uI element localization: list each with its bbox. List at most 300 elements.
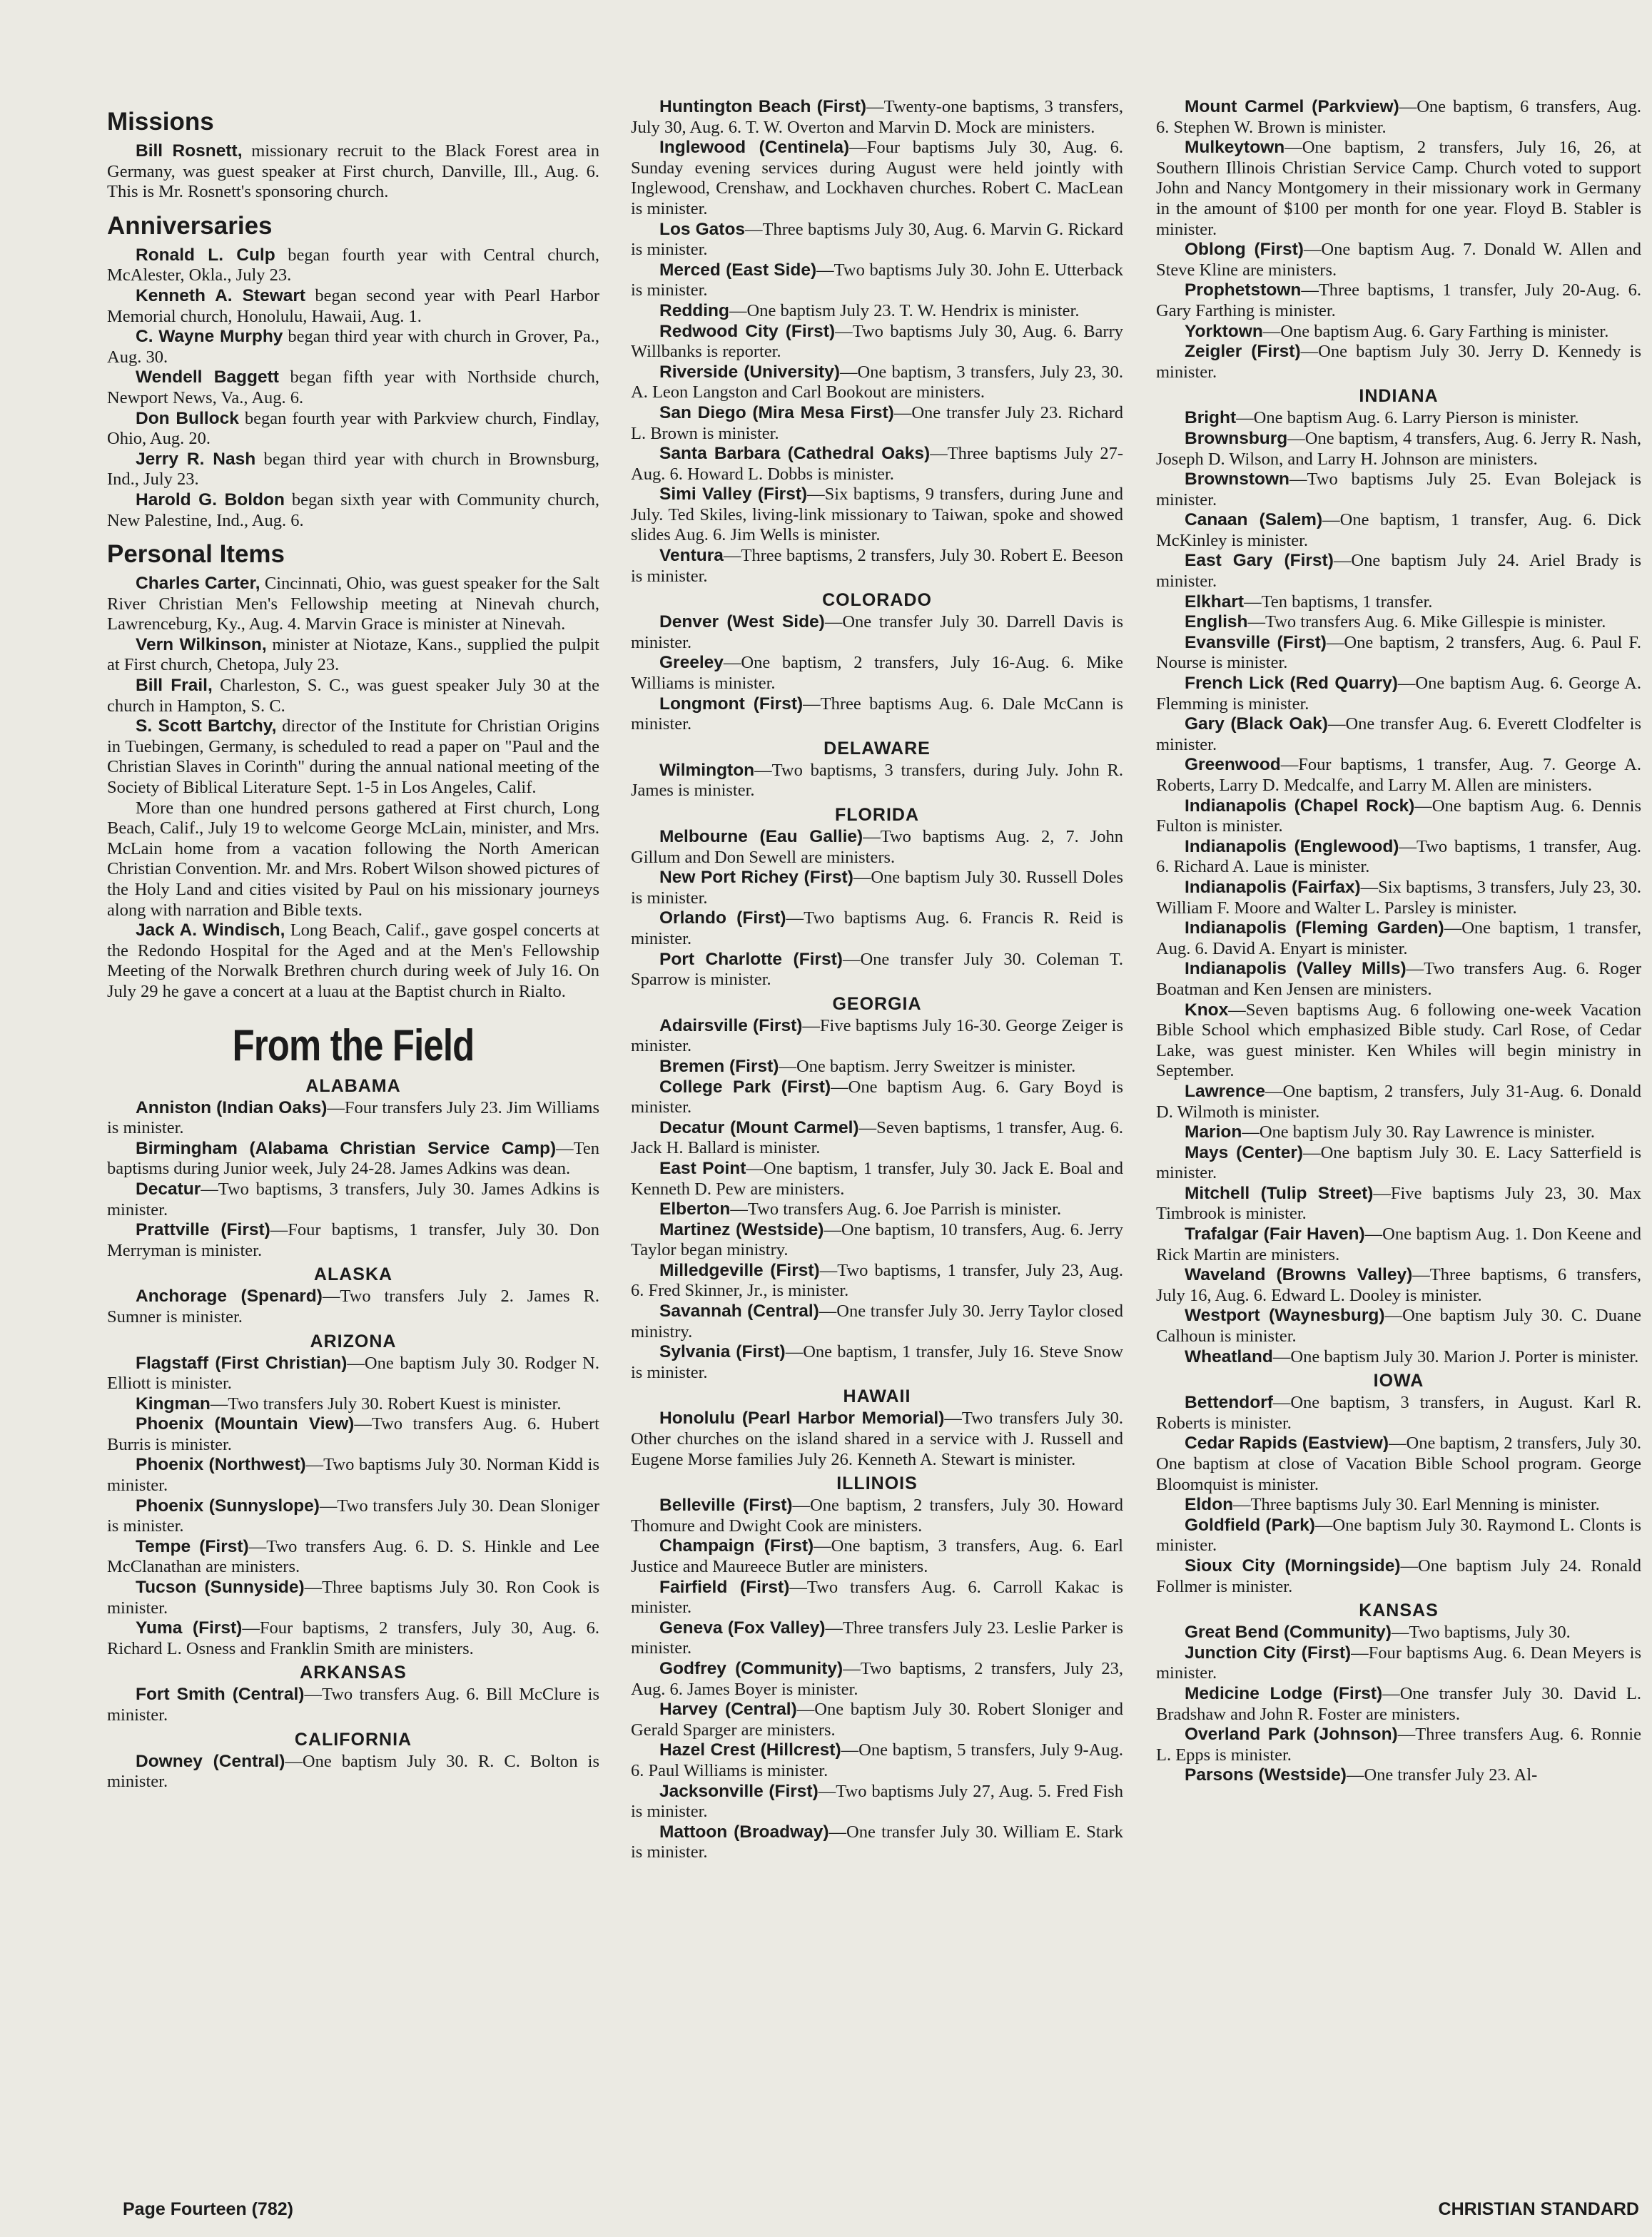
item-lead: Harvey (Central) (659, 1700, 797, 1720)
item-text: —One transfer July 30. David L. Bradshaw and John R. Foster are ministers. (1156, 1683, 1641, 1724)
item-lead: Yorktown (1185, 321, 1263, 341)
item-text: —Two baptisms Aug. 6. Francis R. Reid is minister. (631, 908, 1123, 948)
item-text: —One baptism Aug. 6. Dennis Fulton is minister. (1156, 796, 1641, 836)
item-lead: Bremen (First) (659, 1056, 779, 1076)
item-lead: Hazel Crest (Hillcrest) (659, 1740, 841, 1760)
item-lead: Brownsburg (1185, 428, 1288, 448)
publication-name: CHRISTIAN STANDARD (1438, 2199, 1639, 2219)
item-text: began fourth year with Central church, McAlester, Okla., July 23. (107, 245, 600, 285)
item-text: began second year with Pearl Harbor Memorial church, Honolulu, Hawaii, Aug. 1. (107, 285, 599, 326)
item-text: —One transfer July 30. Coleman T. Sparrow is minister. (631, 949, 1123, 990)
state-heading: FLORIDA (834, 805, 920, 825)
from-the-field-banner: From the Field (232, 1020, 475, 1070)
item-lead: Anchorage (Spenard) (136, 1287, 323, 1307)
item-text: began third year with church in Grover, Pa., Aug. 30. (107, 327, 599, 367)
news-item (107, 1287, 599, 1327)
item-lead: San Diego (Mira Mesa First) (659, 402, 894, 422)
item-text: —One baptism, 2 transfers, July 31-Aug. 6. Donald D. Wilmoth is minister. (1156, 1081, 1641, 1122)
news-item (631, 653, 1123, 694)
item-text: —One baptism, 2 transfers, July 30. Howard Thomure and Dwight Cook are ministers. (631, 1496, 1123, 1536)
item-lead: Ronald L. Culp (136, 245, 275, 265)
state-heading: INDIANA (1359, 386, 1439, 407)
item-text: Cincinnati, Ohio, was guest speaker for the Salt River Christian Men's Fellowship meeting at Ninevah church, Lawrenceburg, Ky., Aug. 4. Marvin Grace is minister at Ninevah. (107, 574, 599, 634)
news-item (631, 362, 1123, 403)
news-item (1156, 1122, 1641, 1143)
item-text: —One baptism July 30. C. Duane Calhoun is minister. (1156, 1306, 1641, 1346)
item-text: —Seven baptisms Aug. 6 following one-week Vacation Bible School which emphasized Bible study. Carl Rose, of Cedar Lake, was guest minister. Ken Whiles will begin ministry in September. (1156, 1000, 1641, 1081)
item-lead: Downey (Central) (136, 1751, 285, 1771)
item-text: —Three transfers Aug. 6. Ronnie L. Epps is minister. (1156, 1725, 1641, 1765)
item-text: —Four transfers July 23. Jim Williams is minister. (107, 1097, 599, 1138)
news-item (631, 1740, 1123, 1781)
item-lead: Kingman (136, 1394, 211, 1414)
item-text: —One baptism July 30. Robert Sloniger and Gerald Sparger are ministers. (631, 1700, 1123, 1740)
item-lead: Canaan (Salem) (1185, 510, 1323, 530)
news-item (631, 403, 1123, 444)
item-lead: Indianapolis (Fairfax) (1185, 877, 1361, 897)
news-item (631, 97, 1123, 138)
item-lead: Adairsville (First) (659, 1015, 803, 1035)
item-text: —One baptism July 24. Ariel Brady is minister. (1156, 551, 1641, 592)
item-text: —One baptism July 30. Russell Doles is minister. (631, 868, 1123, 908)
news-item (1156, 837, 1641, 878)
state-heading: HAWAII (843, 1386, 911, 1407)
item-text: —Four baptisms Aug. 6. Dean Meyers is minister. (1156, 1643, 1642, 1683)
news-item (107, 1414, 599, 1455)
news-item (107, 409, 599, 450)
news-item (631, 694, 1123, 735)
item-text: —One baptism, 2 transfers, July 30. One baptism at close of Vacation Bible School program. George Bloomquist is minister. (1156, 1434, 1641, 1494)
item-text: —Three baptisms July 27-Aug. 6. Howard L. Dobbs is minister. (631, 444, 1123, 484)
news-item (631, 1057, 1123, 1077)
news-item (1156, 1623, 1641, 1643)
item-text: —One baptism, 4 transfers, Aug. 6. Jerry R. Nash, Joseph D. Wilson, and Larry H. Johnson are ministers. (1156, 428, 1641, 469)
item-lead: English (1185, 612, 1248, 632)
item-text: —One baptism Aug. 6. Larry Pierson is minister. (1236, 408, 1579, 428)
item-lead: Champaign (First) (659, 1536, 814, 1556)
news-item (107, 798, 599, 921)
section-heading: Anniversaries (107, 211, 273, 240)
news-item (631, 1342, 1123, 1383)
news-item (1156, 1265, 1641, 1306)
item-text: —Three baptisms July 30. Earl Menning is minister. (1233, 1495, 1600, 1515)
news-item (631, 1782, 1123, 1822)
item-text: —Two baptisms, 1 transfer, Aug. 6. Richard A. Laue is minister. (1156, 836, 1641, 877)
news-item (107, 450, 599, 490)
item-lead: Eldon (1185, 1495, 1234, 1515)
item-text: —One transfer July 30. William E. Stark is minister. (631, 1822, 1124, 1862)
state-heading: ALASKA (313, 1264, 393, 1285)
column-2 (631, 97, 1123, 1863)
news-item (631, 301, 1123, 322)
item-text: —One baptism Aug. 6. Gary Boyd is minister. (631, 1077, 1124, 1117)
news-item (1156, 510, 1641, 551)
news-item (1156, 322, 1641, 343)
item-text: minister at Niotaze, Kans., supplied the pulpit at First church, Chetopa, July 23. (107, 634, 599, 675)
item-text: —Twenty-one baptisms, 3 transfers, July 30, Aug. 6. T. W. Overton and Marvin D. Mock are ministers. (631, 97, 1123, 137)
item-lead: Riverside (University) (659, 362, 840, 382)
item-lead: Mattoon (Broadway) (659, 1822, 829, 1842)
news-item (631, 1220, 1123, 1261)
item-lead: Knox (1185, 1000, 1229, 1020)
item-lead: Cedar Rapids (Eastview) (1185, 1434, 1389, 1454)
item-lead: Inglewood (Centinela) (659, 138, 850, 158)
page-number: Page Fourteen (782) (123, 2199, 293, 2219)
news-item (107, 1752, 599, 1792)
item-lead: Mitchell (Tulip Street) (1185, 1183, 1374, 1203)
item-lead: Vern Wilkinson, (136, 634, 267, 654)
item-text: Charleston, S. C., was guest speaker July 30 at the church in Hampton, S. C. (107, 676, 599, 716)
news-item (1156, 1082, 1641, 1122)
item-text: —Two transfers Aug. 6. Roger Boatman and Ken Jensen are ministers. (1156, 959, 1641, 999)
item-text: —Two baptisms Aug. 2, 7. John Gillum and Don Sewell are ministers. (631, 827, 1123, 867)
news-item (1156, 1143, 1641, 1184)
news-item (107, 716, 599, 798)
item-text: began fifth year with Northside church, Newport News, Va., Aug. 6. (107, 367, 599, 407)
item-text: —One baptism, 5 transfers, July 9-Aug. 6. Paul Williams is minister. (631, 1740, 1123, 1780)
item-lead: Yuma (First) (136, 1618, 243, 1638)
item-lead: S. Scott Bartchy, (136, 716, 277, 736)
item-text: —One baptism July 24. Ronald Follmer is minister. (1156, 1556, 1642, 1596)
item-lead: Oblong (First) (1185, 240, 1304, 260)
news-item (631, 546, 1123, 587)
state-heading: IOWA (1373, 1371, 1424, 1391)
item-lead: Bill Rosnett, (136, 141, 243, 161)
item-lead: Gary (Black Oak) (1185, 714, 1328, 734)
item-lead: Waveland (Browns Valley) (1185, 1265, 1413, 1285)
item-lead: Greeley (659, 653, 724, 673)
item-lead: Indianapolis (Valley Mills) (1185, 959, 1407, 979)
news-item (631, 1578, 1123, 1618)
news-item (1156, 1556, 1641, 1597)
item-lead: French Lick (Red Quarry) (1185, 674, 1398, 694)
news-item (107, 141, 599, 203)
item-lead: Simi Valley (First) (659, 485, 808, 504)
news-item (1156, 97, 1641, 138)
item-lead: Don Bullock (136, 408, 239, 428)
news-item (631, 1659, 1123, 1700)
item-lead: Parsons (Westside) (1185, 1765, 1347, 1785)
item-lead: Denver (West Side) (659, 612, 825, 632)
news-item (1156, 1765, 1641, 1786)
item-lead: Mays (Center) (1185, 1142, 1304, 1162)
item-lead: Great Bend (Community) (1185, 1623, 1392, 1643)
item-text: began third year with church in Brownsburg, Ind., July 23. (107, 449, 599, 489)
news-item (1156, 959, 1641, 1000)
item-text: —Four baptisms, 1 transfer, Aug. 7. George A. Roberts, Larry D. Medcalfe, and Larry M. Allen are ministers. (1156, 755, 1641, 795)
news-item (1156, 755, 1641, 796)
news-item (107, 1139, 599, 1180)
item-text: —Two transfers July 30. Robert Kuest is minister. (210, 1394, 562, 1414)
item-lead: Los Gatos (659, 219, 746, 239)
news-item (107, 286, 599, 327)
item-text: —One baptism, 3 transfers, Aug. 6. Earl Justice and Maureece Butler are ministers. (631, 1536, 1123, 1576)
item-text: —One baptism, 1 transfer, Aug. 6. David A. Enyart is minister. (1156, 918, 1642, 958)
news-item (631, 220, 1123, 260)
item-text: —Two transfers Aug. 6. D. S. Hinkle and Lee McClanathan are ministers. (107, 1536, 599, 1577)
item-lead: C. Wayne Murphy (136, 327, 283, 347)
news-item (107, 676, 599, 716)
news-item (107, 1496, 599, 1537)
news-item (107, 1220, 599, 1261)
item-text: —One transfer Aug. 6. Everett Clodfelter is minister. (1156, 714, 1641, 754)
news-item (1156, 633, 1641, 674)
item-lead: Zeigler (First) (1185, 342, 1301, 362)
news-item (1156, 470, 1641, 510)
news-item (1156, 138, 1641, 240)
item-text: —One baptism Aug. 7. Donald W. Allen and Steve Kline are ministers. (1156, 240, 1641, 280)
item-text: —One baptism July 30. R. C. Bolton is minister. (107, 1751, 600, 1792)
item-text: —Four baptisms July 30, Aug. 6. Sunday evening services during August were held jointly with Inglewood, Crenshaw, and Lockhaven churches. Robert C. MacLean is minister. (631, 138, 1123, 218)
state-heading: ARKANSAS (300, 1663, 407, 1683)
news-item (107, 1578, 599, 1618)
item-text: —One baptism July 30. Marion J. Porter is minister. (1272, 1346, 1639, 1366)
state-heading: COLORADO (822, 590, 932, 611)
item-text: —One baptism, 2 transfers, July 16, 26, at Southern Illinois Christian Service Camp. Church voted to support John and Nancy Montgomery in their missionary work in Germany in the amount of $100 per month for one year. Floyd B. Stabler is minister. (1156, 138, 1641, 239)
news-item (1156, 1306, 1641, 1346)
item-text: —One baptism July 30. Raymond L. Clonts is minister. (1156, 1515, 1641, 1556)
news-item (631, 612, 1123, 653)
item-lead: East Point (659, 1158, 746, 1178)
item-lead: Mount Carmel (Parkview) (1185, 97, 1399, 116)
item-lead: Flagstaff (First Christian) (136, 1353, 348, 1373)
news-item (1156, 918, 1641, 959)
item-lead: College Park (First) (659, 1077, 831, 1097)
news-item (1156, 674, 1641, 714)
item-text: —One baptism July 30. E. Lacy Satterfield is minister. (1156, 1142, 1641, 1183)
news-item (1156, 1184, 1641, 1224)
item-text: —Five baptisms July 16-30. George Zeiger is minister. (631, 1015, 1124, 1056)
news-item (631, 1409, 1123, 1470)
item-text: —Two baptisms July 30, Aug. 6. Barry Willbanks is reporter. (631, 321, 1123, 362)
item-text: —Two baptisms, July 30. (1391, 1623, 1571, 1643)
state-heading: ILLINOIS (836, 1473, 918, 1494)
item-text: began fourth year with Parkview church, Findlay, Ohio, Aug. 20. (107, 408, 600, 449)
item-text: —One baptism July 30. Rodger N. Elliott is minister. (107, 1353, 599, 1394)
item-lead: Wendell Baggett (136, 367, 279, 387)
item-text: —One baptism, 1 transfer, July 16. Steve Snow is minister. (631, 1342, 1124, 1382)
item-lead: Elkhart (1185, 592, 1245, 612)
item-text: —Two baptisms July 27, Aug. 5. Fred Fish is minister. (631, 1781, 1124, 1822)
news-item (631, 950, 1123, 990)
item-text: —One baptism July 30. Jerry D. Kennedy is minister. (1156, 342, 1641, 382)
news-item (107, 367, 599, 408)
news-item (107, 574, 599, 635)
item-text: —Four baptisms, 1 transfer, July 30. Don Merryman is minister. (107, 1220, 599, 1260)
item-text: —Three baptisms, 2 transfers, July 30. Robert E. Beeson is minister. (631, 546, 1123, 586)
news-item (107, 635, 599, 676)
item-text: —Two transfers Aug. 6. Bill McClure is minister. (107, 1685, 599, 1725)
item-text: —One baptism July 30. Ray Lawrence is minister. (1242, 1122, 1595, 1142)
item-lead: Brownstown (1185, 470, 1289, 489)
item-text: —One baptism July 23. T. W. Hendrix is minister. (729, 300, 1080, 320)
news-item (631, 485, 1123, 546)
item-text: More than one hundred persons gathered at First church, Long Beach, Calif., July 19 to welcome George McLain, minister, and Mrs. McLain home from a vacation following the North American Christian Convention. Mr. and Mrs. Robert Wilson showed pictures of the Holy Land and cities visited by Paul on his missionary journeys along with narration and Bible texts. (107, 798, 599, 920)
item-lead: Phoenix (Mountain View) (136, 1414, 355, 1434)
news-item (631, 1118, 1123, 1159)
news-item (1156, 1434, 1641, 1495)
news-item (1156, 714, 1641, 755)
item-lead: Decatur (Mount Carmel) (659, 1117, 859, 1137)
item-text: —Two baptisms July 25. Evan Bolejack is minister. (1156, 470, 1641, 509)
item-lead: Huntington Beach (First) (659, 97, 867, 116)
item-lead: Godfrey (Community) (659, 1658, 843, 1678)
news-item (631, 1618, 1123, 1659)
item-lead: Mulkeytown (1185, 138, 1285, 158)
news-item (1156, 592, 1641, 613)
news-item (631, 1016, 1123, 1057)
item-lead: Orlando (First) (659, 908, 786, 928)
item-lead: Melbourne (Eau Gallie) (659, 827, 863, 846)
item-text: —One baptism Aug. 6. Gary Farthing is minister. (1262, 321, 1609, 341)
item-lead: Indianapolis (Fleming Garden) (1185, 918, 1444, 938)
news-item (1156, 551, 1641, 592)
news-item (107, 1098, 599, 1139)
news-item (631, 1700, 1123, 1740)
news-item (1156, 1725, 1641, 1765)
item-lead: Wilmington (659, 760, 755, 780)
item-lead: Evansville (First) (1185, 632, 1327, 652)
item-text: director of the Institute for Christian Origins in Tuebingen, Germany, is scheduled to read a paper on "Paul and the Christian Slaves in Corinth" during the annual national meeting of the Society of Biblical Literature Sept. 1-5 in Los Angeles, Calif. (107, 716, 599, 798)
item-lead: Westport (Waynesburg) (1185, 1306, 1385, 1326)
item-text: —Two transfers Aug. 6. Carroll Kakac is minister. (631, 1577, 1123, 1618)
item-lead: Lawrence (1185, 1081, 1266, 1101)
news-item (631, 138, 1123, 219)
news-item (631, 1199, 1123, 1220)
item-lead: Harold G. Boldon (136, 489, 285, 509)
item-lead: Phoenix (Northwest) (136, 1455, 306, 1475)
item-text: —One baptism, 3 transfers, in August. Karl R. Roberts is minister. (1156, 1393, 1641, 1433)
item-lead: Birmingham (Alabama Christian Service Camp) (136, 1138, 557, 1158)
item-text: —Two baptisms, 3 transfers, July 30. James Adkins is minister. (107, 1179, 599, 1219)
news-item (631, 444, 1123, 485)
section-heading: Missions (107, 108, 214, 136)
news-item (1156, 1495, 1641, 1516)
item-text: —Two baptisms, 3 transfers, during July. John R. James is minister. (631, 760, 1123, 801)
news-item (631, 827, 1123, 868)
item-text: —One baptism. Jerry Sweitzer is minister. (779, 1056, 1076, 1076)
item-text: —One baptism, 10 transfers, Aug. 6. Jerry Taylor began ministry. (631, 1219, 1123, 1260)
item-lead: Medicine Lodge (First) (1185, 1683, 1383, 1703)
item-lead: Santa Barbara (Cathedral Oaks) (659, 444, 931, 464)
state-heading: KANSAS (1359, 1601, 1439, 1621)
item-text: —One baptism Aug. 1. Don Keene and Rick Martin are ministers. (1156, 1224, 1642, 1264)
item-lead: Longmont (First) (659, 694, 804, 714)
section-heading: Personal Items (107, 540, 285, 569)
column-3 (1156, 97, 1641, 1786)
item-text: —Three baptisms Aug. 6. Dale McCann is minister. (631, 694, 1124, 734)
news-item (1156, 1684, 1641, 1725)
item-lead: Savannah (Central) (659, 1302, 819, 1322)
item-lead: Charles Carter, (136, 574, 260, 594)
item-text: Long Beach, Calif., gave gospel concerts at the Redondo Hospital for the Aged and at the Men's Fellowship Meeting of the Norwalk Brethren church during week of July 16. On July 29 he gave a concert at a luau at the Baptist church in Rialto. (107, 920, 599, 1001)
news-item (107, 245, 599, 286)
item-lead: Phoenix (Sunnyslope) (136, 1496, 320, 1516)
item-lead: Greenwood (1185, 755, 1281, 775)
item-lead: Geneva (Fox Valley) (659, 1618, 826, 1638)
item-text: —Three baptisms July 30, Aug. 6. Marvin G. Rickard is minister. (631, 219, 1124, 260)
item-lead: Redwood City (First) (659, 321, 836, 341)
item-lead: Prattville (First) (136, 1220, 270, 1240)
item-text: —One baptism, 6 transfers, Aug. 6. Stephen W. Brown is minister. (1156, 97, 1641, 137)
item-text: —One baptism, 2 transfers, July 16-Aug. 6. Mike Williams is minister. (631, 653, 1123, 694)
item-lead: Belleville (First) (659, 1496, 793, 1516)
item-text: —Ten baptisms during Junior week, July 24-28. James Adkins was dean. (107, 1138, 599, 1179)
news-item (631, 1302, 1123, 1342)
item-lead: Sylvania (First) (659, 1342, 786, 1362)
item-text: —Three baptisms, 6 transfers, July 16, Aug. 6. Edward L. Dooley is minister. (1156, 1265, 1641, 1305)
item-lead: East Gary (First) (1185, 551, 1334, 571)
item-lead: Prophetstown (1185, 280, 1302, 300)
news-item (107, 1618, 599, 1659)
item-lead: Fairfield (First) (659, 1577, 790, 1597)
item-lead: New Port Richey (First) (659, 868, 853, 888)
news-item (1156, 342, 1641, 382)
news-item (631, 1496, 1123, 1536)
item-text: —Two baptisms July 30. Norman Kidd is minister. (107, 1455, 599, 1496)
item-text: —Two baptisms, 2 transfers, July 23, Aug. 6. James Boyer is minister. (631, 1658, 1123, 1699)
item-lead: Tempe (First) (136, 1536, 249, 1556)
item-text: —Three baptisms July 30. Ron Cook is minister. (107, 1578, 600, 1618)
news-item (107, 327, 599, 367)
news-item (107, 920, 599, 1002)
item-text: —Two transfers July 30. Other churches on the island shared in a service with J. Russell and Eugene Morse families July 26. Kenneth A. Stewart is minister. (631, 1409, 1124, 1469)
item-lead: Milledgeville (First) (659, 1260, 820, 1280)
item-lead: Indianapolis (Englewood) (1185, 836, 1399, 856)
item-text: —Two transfers July 30. Dean Sloniger is minister. (107, 1496, 599, 1536)
news-item (631, 1822, 1123, 1863)
item-text: —One transfer July 23. Al- (1346, 1765, 1538, 1785)
news-item (1156, 280, 1641, 321)
item-text: —Two transfers Aug. 6. Mike Gillespie is minister. (1247, 612, 1606, 632)
item-lead: Jacksonville (First) (659, 1781, 819, 1801)
item-lead: Kenneth A. Stewart (136, 285, 306, 305)
item-text: —Two transfers Aug. 6. Hubert Burris is minister. (107, 1414, 599, 1454)
item-lead: Marion (1185, 1122, 1242, 1142)
item-lead: Merced (East Side) (659, 260, 817, 280)
item-lead: Sioux City (Morningside) (1185, 1556, 1401, 1576)
news-item (1156, 429, 1641, 470)
item-text: —One baptism, 3 transfers, July 23, 30. A. Leon Langston and Carl Bookout are ministers. (631, 362, 1124, 402)
news-item (631, 761, 1123, 801)
item-lead: Port Charlotte (First) (659, 949, 843, 969)
item-text: —Two baptisms, 1 transfer, July 23, Aug. 6. Fred Skinner, Jr., is minister. (631, 1260, 1123, 1301)
item-lead: Fort Smith (Central) (136, 1685, 305, 1705)
news-item (1156, 408, 1641, 429)
news-item (1156, 1643, 1641, 1684)
item-text: —One baptism, 2 transfers, Aug. 6. Paul F. Nourse is minister. (1156, 632, 1641, 673)
news-item (631, 868, 1123, 908)
news-item (631, 1261, 1123, 1302)
news-item (107, 1685, 599, 1725)
item-text: —Three transfers July 23. Leslie Parker is minister. (631, 1618, 1123, 1658)
item-lead: Bill Frail, (136, 676, 213, 696)
news-item (107, 490, 599, 531)
news-item (1156, 796, 1641, 837)
item-text: began sixth year with Community church, New Palestine, Ind., Aug. 6. (107, 489, 600, 530)
item-text: —Ten baptisms, 1 transfer. (1244, 592, 1433, 612)
news-item (1156, 1224, 1641, 1265)
item-lead: Bettendorf (1185, 1393, 1273, 1413)
item-lead: Overland Park (Johnson) (1185, 1725, 1398, 1745)
item-lead: Indianapolis (Chapel Rock) (1185, 796, 1415, 816)
item-text: —One baptism Aug. 6. George A. Flemming is minister. (1156, 674, 1641, 714)
item-lead: Anniston (Indian Oaks) (136, 1097, 328, 1117)
state-heading: DELAWARE (824, 738, 931, 759)
news-item (107, 1394, 599, 1415)
state-heading: CALIFORNIA (294, 1729, 412, 1750)
item-lead: Tucson (Sunnyside) (136, 1578, 305, 1598)
